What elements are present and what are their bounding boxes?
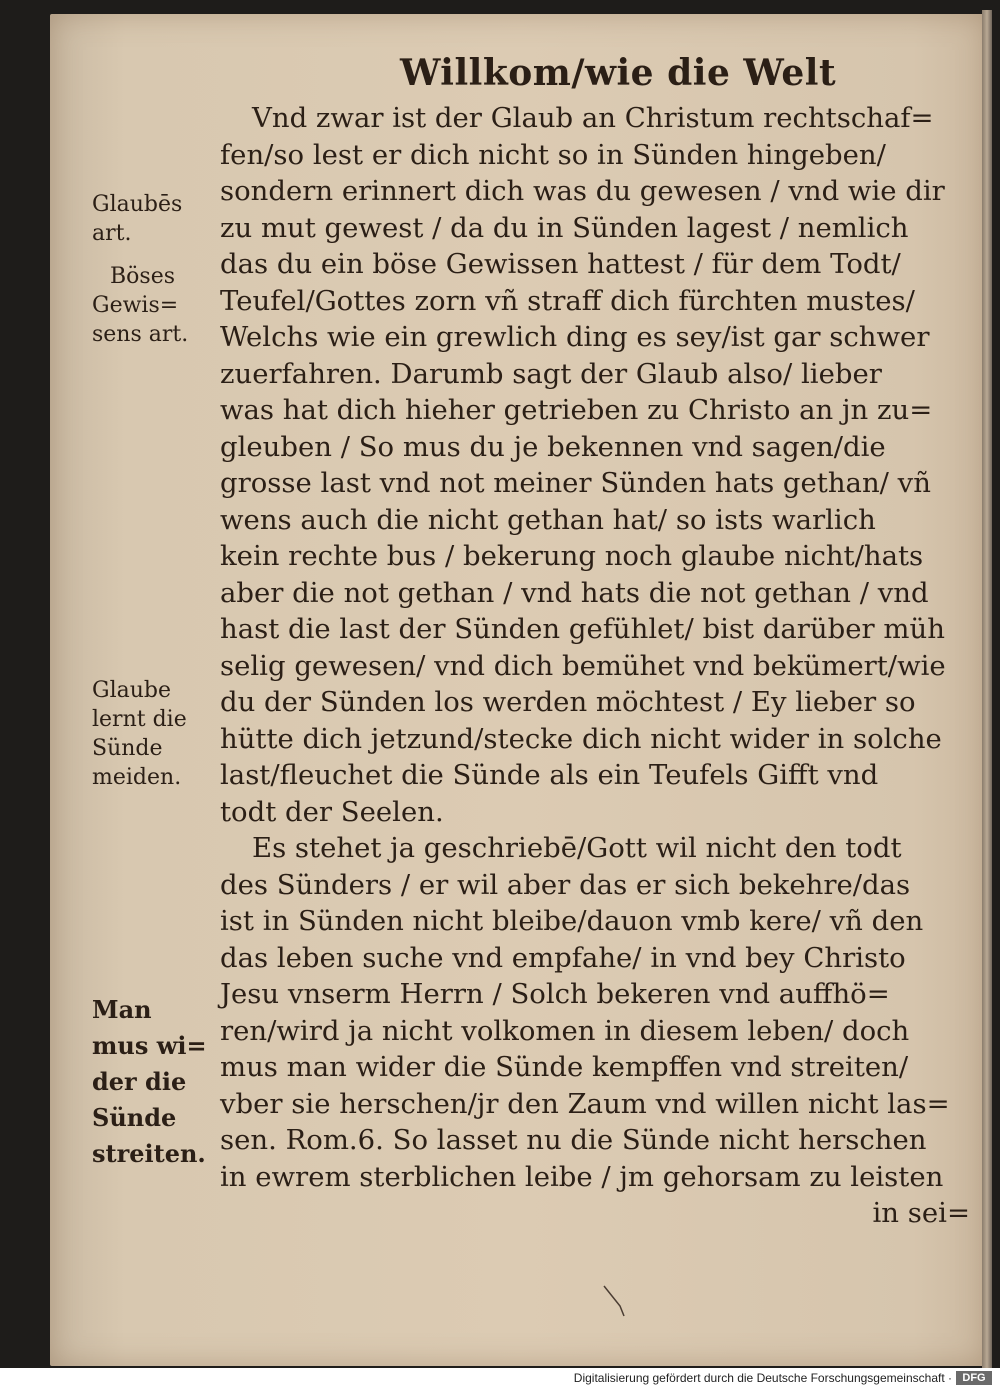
gloss-line: Sünde (92, 736, 163, 761)
main-text-block (220, 100, 980, 1232)
gloss-line: Glaube (92, 678, 171, 703)
text-line: aber die not gethan / vnd hats die not gethan / vnd (220, 576, 929, 609)
gloss-line: Man (92, 995, 152, 1024)
text-line: des Sünders / er wil aber das er sich bekehre/das (220, 868, 911, 901)
text-line: ist in Sünden nicht bleibe/dauon vmb kere/ vñ den (220, 905, 924, 937)
footer-bar (0, 1368, 1000, 1388)
text-line: Welchs wie ein grewlich ding es sey/ist gar schwer (220, 321, 930, 353)
gloss-line: meiden. (92, 765, 182, 790)
gloss-line: Böses (110, 264, 176, 289)
margin-gloss-3 (92, 676, 222, 792)
text-line: Jesu vnserm Herrn / Solch bekeren vnd auffhö= (220, 978, 890, 1010)
text-line: zu mut gewest / da du in Sünden lagest / nemlich (220, 211, 909, 244)
text-line: das du ein böse Gewissen hattest / für dem Todt/ (220, 248, 901, 280)
text-line: todt der Seelen. (220, 795, 444, 828)
text-line: in sei= (872, 1197, 970, 1229)
text-line: fen/so lest er dich nicht so in Sünden hingeben/ (220, 138, 886, 171)
dfg-logo: DFG (956, 1371, 992, 1385)
gloss-line: der die (92, 1067, 187, 1096)
text-line: last/fleuchet die Sünde als ein Teufels Gifft vnd (220, 759, 879, 791)
margin-gloss-1 (92, 190, 222, 248)
gloss-line: Sünde (92, 1103, 177, 1132)
margin-gloss-2 (92, 262, 222, 349)
gloss-line: streiten. (92, 1139, 206, 1168)
text-line: Vnd zwar ist der Glaub an Christum rechtschaf= (252, 102, 934, 134)
text-line: Teufel/Gottes zorn vñ straff dich fürchten mustes/ (220, 284, 915, 317)
margin-gloss-4 (92, 992, 222, 1172)
page-edge (982, 10, 992, 1370)
text-line: vber sie herschen/jr den Zaum vnd willen nicht las= (220, 1087, 950, 1120)
text-line: das leben suche vnd empfahe/ in vnd bey Christo (220, 941, 906, 974)
running-header: Willkom/wie die Welt (400, 52, 837, 94)
gloss-line: Glaubēs (92, 192, 183, 217)
text-line: gleuben / So mus du je bekennen vnd sagen/die (220, 430, 886, 463)
text-line: du der Sünden los werden möchtest / Ey lieber so (220, 686, 916, 718)
text-line: sondern erinnert dich was du gewesen / vnd wie dir (220, 175, 945, 207)
text-line: mus man wider die Sünde kempffen vnd streiten/ (220, 1051, 909, 1083)
text-line: sen. Rom.6. So lasset nu die Sünde nicht herschen (220, 1124, 927, 1156)
text-line: grosse last vnd not meiner Sünden hats gethan/ vñ (220, 467, 931, 499)
text-line: Es stehet ja geschriebē/Gott wil nicht den todt (252, 832, 902, 864)
text-line: was hat dich hieher getrieben zu Christo an jn zu= (220, 394, 933, 426)
gloss-line: art. (92, 221, 132, 246)
funding-credit: Digitalisierung gefördert durch die Deutsche Forschungsgemeinschaft · (573, 1371, 952, 1385)
text-line: ren/wird ja nicht volkomen in diesem leben/ doch (220, 1014, 910, 1047)
text-line: in ewrem sterblichen leibe / jm gehorsam zu leisten (220, 1160, 944, 1193)
pencil-mark-icon (600, 1282, 634, 1322)
text-line: selig gewesen/ vnd dich bemühet vnd bekümert/wie (220, 649, 946, 682)
gloss-line: Gewis= (92, 293, 179, 318)
gloss-line: lernt die (92, 707, 187, 732)
gloss-line: sens art. (92, 322, 189, 347)
gloss-line: mus wi= (92, 1031, 207, 1060)
text-line: wens auch die nicht gethan hat/ so ists warlich (220, 503, 876, 536)
text-line: zuerfahren. Darumb sagt der Glaub also/ lieber (220, 357, 882, 390)
text-line: hütte dich jetzund/stecke dich nicht wider in solche (220, 722, 942, 755)
text-line: hast die last der Sünden gefühlet/ bist darüber müh (220, 613, 945, 645)
text-line: kein rechte bus / bekerung noch glaube nicht/hats (220, 540, 924, 572)
